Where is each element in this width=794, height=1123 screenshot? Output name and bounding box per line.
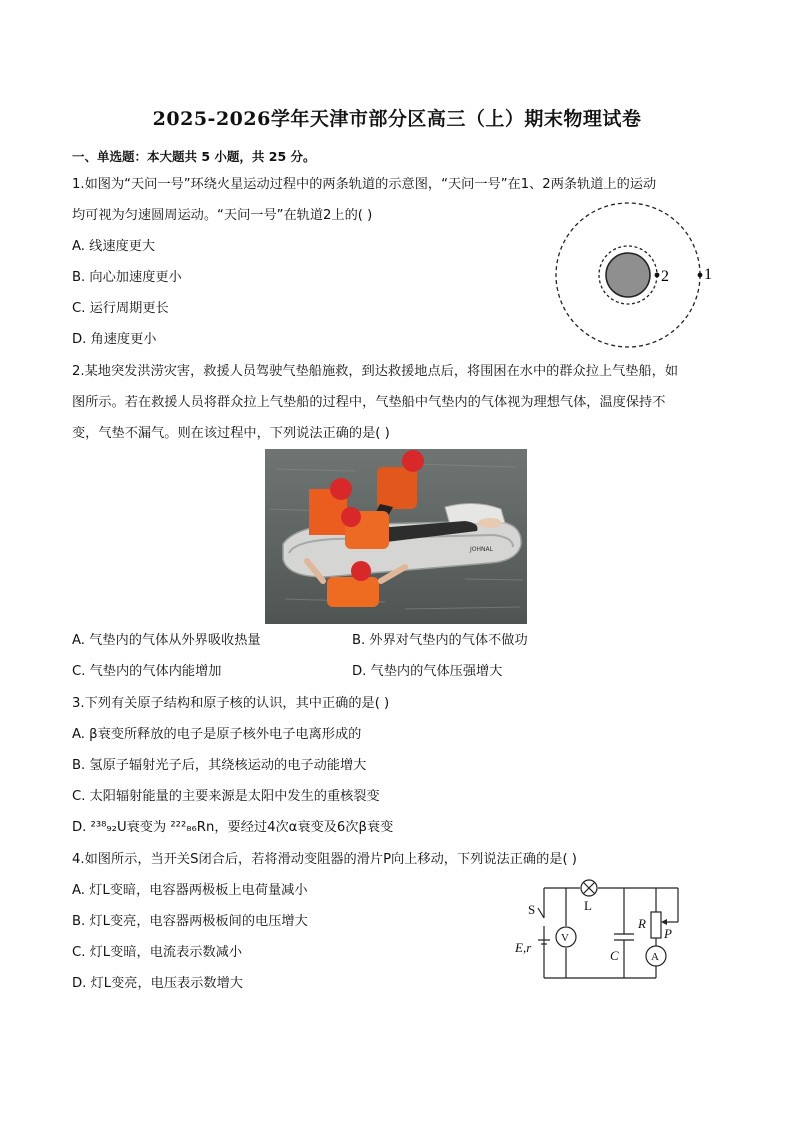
q2-option-b: B. 外界对气垫内的气体不做功 [352, 633, 528, 648]
voltmeter-label: V [561, 932, 569, 944]
q4-option-d: D. 灯L变亮，电压表示数增大 [72, 976, 243, 991]
q2-line-2: 图所示。若在救援人员将群众拉上气垫船的过程中，气垫船中气垫内的气体视为理想气体，温度保持不 [72, 395, 666, 410]
mars-planet [606, 253, 650, 297]
section-heading: 一、单选题：本大题共 5 小题，共 25 分。 [72, 149, 316, 164]
q1-option-b: B. 向心加速度更小 [72, 270, 182, 285]
q2-line-3: 变，气垫不漏气。则在该过程中，下列说法正确的是( ) [72, 426, 390, 441]
q3-option-a: A. β衰变所释放的电子是原子核外电子电离形成的 [72, 727, 362, 742]
q2-option-c: C. 气垫内的气体内能增加 [72, 664, 222, 679]
orbit-2-label: 2 [661, 268, 669, 285]
q1-line-1: 1.如图为“天问一号”环绕火星运动过程中的两条轨道的示意图，“天问一号”在1、2两条轨道上的运动 [72, 177, 657, 192]
orbit-1-label: 1 [704, 266, 712, 283]
capacitor-label: C [610, 948, 619, 963]
q4-line-1: 4.如图所示，当开关S闭合后，若将滑动变阻器的滑片P向上移动，下列说法正确的是( ) [72, 852, 577, 867]
q2-option-a: A. 气垫内的气体从外界吸收热量 [72, 633, 261, 648]
switch-label: S [528, 902, 536, 917]
lamp-label: L [584, 898, 592, 913]
q1-option-d: D. 角速度更小 [72, 332, 157, 347]
ammeter-label: A [651, 951, 659, 963]
q2-line-1: 2.某地突发洪涝灾害，救援人员驾驶气垫船施救，到达救援地点后，将围困在水中的群众拉上气垫船，如 [72, 364, 679, 379]
orbit-1-probe [698, 273, 703, 278]
q3-option-d: D. ²³⁸₉₂U衰变为 ²²²₈₆Rn，要经过4次α衰变及6次β衰变 [72, 820, 394, 835]
circuit-diagram [510, 878, 690, 988]
svg-text:JOHNAL: JOHNAL [470, 546, 493, 553]
source-label: E,r [515, 940, 532, 955]
q2-option-d: D. 气垫内的气体压强增大 [352, 664, 503, 679]
exam-title: 2025-2026学年天津市部分区高三（上）期末物理试卷 [152, 108, 642, 130]
q3-line-1: 3.下列有关原子结构和原子核的认识，其中正确的是( ) [72, 696, 390, 711]
orbit-2-probe [655, 273, 660, 278]
q3-option-c: C. 太阳辐射能量的主要来源是太阳中发生的重核裂变 [72, 789, 380, 804]
q1-line-2: 均可视为匀速圆周运动。“天问一号”在轨道2上的( ) [72, 208, 373, 223]
q4-option-b: B. 灯L变亮，电容器两极板间的电压增大 [72, 914, 308, 929]
q1-option-a: A. 线速度更大 [72, 239, 156, 254]
q1-option-c: C. 运行周期更长 [72, 301, 169, 316]
resistor-label: R [638, 916, 646, 931]
slider-label: P [664, 926, 672, 941]
orbit-diagram [553, 200, 723, 350]
q3-option-b: B. 氢原子辐射光子后，其绕核运动的电子动能增大 [72, 758, 367, 773]
q4-option-c: C. 灯L变暗，电流表示数减小 [72, 945, 243, 960]
rescue-photo [265, 449, 527, 624]
q4-option-a: A. 灯L变暗，电容器两极板上电荷量减小 [72, 883, 308, 898]
